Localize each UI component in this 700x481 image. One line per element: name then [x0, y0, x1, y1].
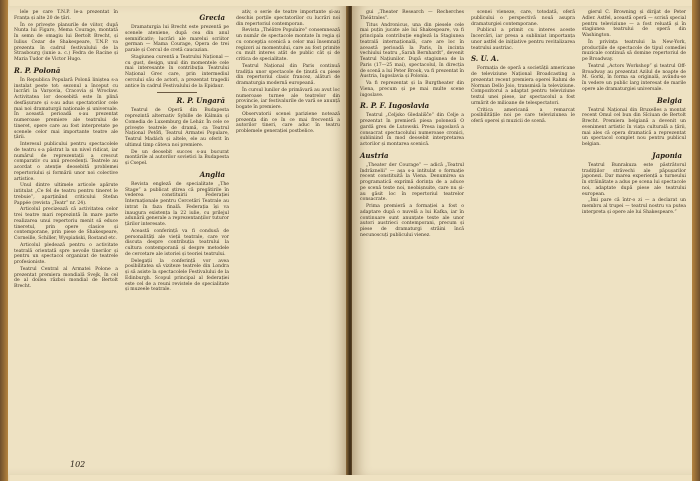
left-page	[8, 6, 348, 475]
paragraph: ativ, o serie de teatre importante și-au deschis porțile spectatorilor cu lucrări noi din repertoriul contemporan.	[236, 10, 340, 27]
paragraph: Teatrul „Actors Workshop” și teatrul Off-Broadway au prezentat Azilul de noapte de M. Gorki, în forma sa originală, avându-se în vedere un public larg interesat de marile opere ale dramaturgiei universale.	[582, 63, 686, 92]
paragraph: Prima premieră a formației a fost o adaptare după o nuvelă a lui Kafka, iar în continuare sunt anunțate texte ale unor autori austrieci contemporani, precum și piese de dramaturgi străini încă necunoscuți publicului vienez.	[360, 204, 464, 238]
section-divider	[157, 92, 197, 93]
paragraph: Teatrul Național din Paris continuă tradiția unor spectacole de ținută cu piese din repertoriul clasic francez, alături de dramaturgia modernă europeană.	[236, 63, 340, 86]
section-heading: R. P. Ungară	[176, 96, 225, 106]
paragraph: În Republica Populară Polonă liniștea s-a instalat peste tot: sezonul a început cu lucrări la Varșovia, Cracovia și Wrocław. Activitatea lor deosebită este în plină desfășurare și s-au adus spectatorilor cele mai noi dramaturgii naționale și universale. În această perioadă s-au prezentat numeroase premiere ale teatrului de tineret, opere care au fost interpretate pe scenele celor mai importante teatre ale țării.	[14, 77, 118, 141]
paragraph: Observatorii scenei pariziene notează prezența din ce în ce mai frecventă a autorilor tineri, care aduc în teatru problemele generației postbelice.	[236, 111, 340, 134]
left-book-edge	[0, 0, 8, 481]
paragraph: Publicul a primit cu interes aceste încercări, iar presa a subliniat importanța unor astfel de inițiative pentru revitalizarea teatrului austriac.	[471, 28, 575, 51]
paragraph: „Îmi pare că într-o zi — a declarat un membru al trupei — teatrul nostru va putea interpreta și opere ale lui Shakespeare.”	[582, 198, 686, 215]
page-number: 102	[70, 460, 86, 469]
paragraph: Teatrul Național din Bruxelles a montat recent Omul cel bun din Sîciuan de Bertolt Brecht. Premiera belgiană a devenit un eveniment artistic în viața culturală a țării, mai ales că opera dramatică a reprezentat un spectacol complet nou pentru publicul belgian.	[582, 107, 686, 147]
paragraph: Va fi reprezentat și la Burgtheater din Viena, precum și pe mai multe scene iugoslave.	[360, 81, 464, 98]
paragraph: În privința teatrului la New-York, producțiile de spectacole de tipul comediei muzicale continuă să domine repertoriul de pe Broadway.	[582, 39, 686, 62]
left-page-column-1	[14, 10, 118, 291]
section-heading: Japonia	[652, 150, 682, 160]
right-page-column-2	[471, 10, 575, 126]
paragraph: Teatrul Central al Armatei Polone a prezentat premiera mondială Svejk, în cel de al doilea război mondial de Bertolt Brecht.	[14, 266, 118, 289]
section-heading: S. U. A.	[471, 54, 499, 64]
right-book-edge	[692, 0, 700, 481]
paragraph: Interesul publicului pentru spectacolele de teatru s-a păstrat la un nivel ridicat, iar numărul de reprezentații a crescut comparativ cu anii precedenți. Teatrele au acordat o atenție deosebită problemei repertoriului și formării unor noi colective artistice.	[14, 142, 118, 182]
paragraph: Articolul pledează pentru o activitate teatrală orientată spre nevoile tinerilor și pentru un spectacol organizat de teatrele profesioniste.	[14, 242, 118, 265]
right-page	[352, 6, 692, 475]
paragraph: De un deosebit succes s-au bucurat montările al autorilor sovietici la Budapesta și Csepel.	[125, 149, 229, 166]
paragraph: Articolul precizează că activitatea celor trei teatre mari reprezintă în mare parte realizarea unui repertoriu menit să educe tineretul, prin opere clasice și contemporane, prin piese de Shakespeare, Corneille, Schiller, Wyspiański, Rostand etc.	[14, 207, 118, 241]
paragraph: Revista engleză de specialitate „The Stage” a publicat știrea că pregătirile în vederea constituirii Federației Internaționale pentru Cercetări Teatrale au intrat în faza finală. Federația își va inaugura existența la 22 iulie, cu prilejul adunării generale a reprezentanților tuturor țărilor interesate.	[125, 181, 229, 227]
paragraph: Teatrul de Operă din Budapesta reprezintă alternativ Sybille de Kálmán și Comedia de Luxemburg de Lehár. În cele ce privește teatrele de dramă, ca Teatrul Național Petőfi, Teatrul Armatei Populare, Teatrul Madách și altele, ele au oferit în ultimul timp câteva noi premiere.	[125, 108, 229, 148]
paragraph: gui „Theater Research — Recherches Théâtrales”.	[360, 10, 464, 21]
paragraph: scenei vieneze, care, totodată, oferă publicului o perspectivă nouă asupra dramaturgiei contemporane.	[471, 10, 575, 27]
left-page-column-3	[236, 10, 340, 136]
paragraph: Teatrul „Celjsko Gledališče” din Celje a prezentat în premieră piesa poloneză O gardă greu de Lutowski. Presa iugoslavă a consacrat spectacolului numeroase cronici, subliniind în mod deosebit interpretarea actorilor și montarea scenică.	[360, 113, 464, 147]
paragraph: În cursul lunilor de primăvară au avut loc numeroase turnee ale teatrelor din provincie, iar festivalurile de vară se anunță bogate în premiere.	[236, 87, 340, 110]
left-page-column-2	[125, 10, 229, 294]
right-page-column-1	[360, 10, 464, 240]
paragraph: Titus Andronicus, una din piesele cele mai puțin jucate ale lui Shakespeare, va fi principala contribuție engleză la Stagiunea teatrală internațională, care are loc în această perioadă la Paris, în incinta vechiului teatru „Sarah Bernhardt”, devenit Teatrul Națiunilor. După stagiunea de la Paris (17—25 mai), spectacolul, în direcția de scenă a lui Peter Brook, va fi prezentat în Austria, Iugoslavia și Polonia.	[360, 22, 464, 80]
paragraph: Dramaturgia lui Brecht este prezentă pe scenele ateniene, după cea din anul semnificativ; lucrări ale marelui scriitor german — Mama Courage, Opera de trei parale și Cercul de cretă caucazian.	[125, 25, 229, 53]
section-heading: Austria	[360, 150, 389, 160]
section-heading: R. P. Polonă	[14, 65, 61, 75]
paragraph: Stagiunea curentă a Teatrului Național — cu gust, design, unul din momentele cele mai interesante în contribuția Teatrului Național Grec care, prin intermediul cercului său de actori, a prezentat tragedii antice în cadrul Festivalului de la Epidaur.	[125, 54, 229, 89]
paragraph: Revista „Théâtre Populaire” consemnează un număr de spectacole montate în regia și cu concepția scenică a celor mai însemnați regizori ai momentului, care au fost primite cu mult interes atât de public cât și de critica de specialitate.	[236, 28, 340, 62]
paragraph: Delegații la conferință vor avea posibilitatea să viziteze teatrele din Londra și să asiste la spectacolele Festivalului de la Edinburgh. Scopul principal al federației este cel de a reuni revistele de specialitate și muzeele teatrale.	[125, 258, 229, 293]
section-heading: R. P. F. Iugoslavia	[360, 101, 430, 111]
paragraph: Unul dintre ultimele articole apărute intitulat „Ce fel de teatru pentru tineret le trebuie”, aparținând criticului Stefan Pappée (revista „Teatr” nr. 24).	[14, 183, 118, 206]
paragraph: Formația de operă a societății americane de televiziune Național Broadcasting a prezentat recent premiera operei Rahmi de Norman Dello Joio, transmisă la televiziune. Compozitorul a adaptat pentru televiziune textul unei piese, iar spectacolul a fost urmărit de milioane de telespectatori.	[471, 66, 575, 106]
right-page-column-3	[582, 10, 686, 217]
paragraph: Această conferință va fi condusă de personalități ale vieții teatrale, care vor discuta despre contribuția teatrului la cultura contemporană și despre metodele de cercetare ale istoriei și teoriei teatrului.	[125, 228, 229, 257]
paragraph: lele pe care T.N.P. le-a prezentat în Franța și alte 20 de țări.	[14, 10, 118, 21]
section-heading: Belgia	[656, 95, 682, 105]
paragraph: „Theater der Courage” — adică „Teatrul îndrăznelii” — așa s-a intitulat o formație recent constituită la Viena. Denumirea sa programatică exprimă dorința de a aduce pe scenă texte noi, neobișnuite, care nu și-au găsit loc în repertoriul teatrelor consacrate.	[360, 162, 464, 203]
section-heading: Anglia	[199, 169, 225, 179]
paragraph: Teatrul Bunrakuza este păstrătorul tradițiilor străvechi ale păpușarilor japonezi. Dar marea experiență a turneului în străinătate a adus pe scena lui spectacole noi, adaptate după piese ale teatrului european.	[582, 162, 686, 197]
paragraph: În ce privește planurile de viitor, după Nunta lui Figaro, Mema Courage, montată în semn de omagiu lui Bertolt Brecht, și Iulius Cezar de Shakespeare, T.N.P. va prezenta în cadrul festivalului de la Strasbourg (iunie a. c.) Fedra de Racine și Maria Tudor de Victor Hugo.	[14, 22, 118, 62]
paragraph: Critica americană a remarcat posibilitățile noi pe care televiziunea le oferă operei și muzicii de scenă.	[471, 107, 575, 124]
section-heading: Grecia	[199, 13, 225, 22]
paragraph: gierul C. Browning și dirijat de Peter Adler. Astfel, această operă — scrisă special pentru televiziune — a fost reluată și în stagiunea teatrului de operă din Washington.	[582, 10, 686, 38]
